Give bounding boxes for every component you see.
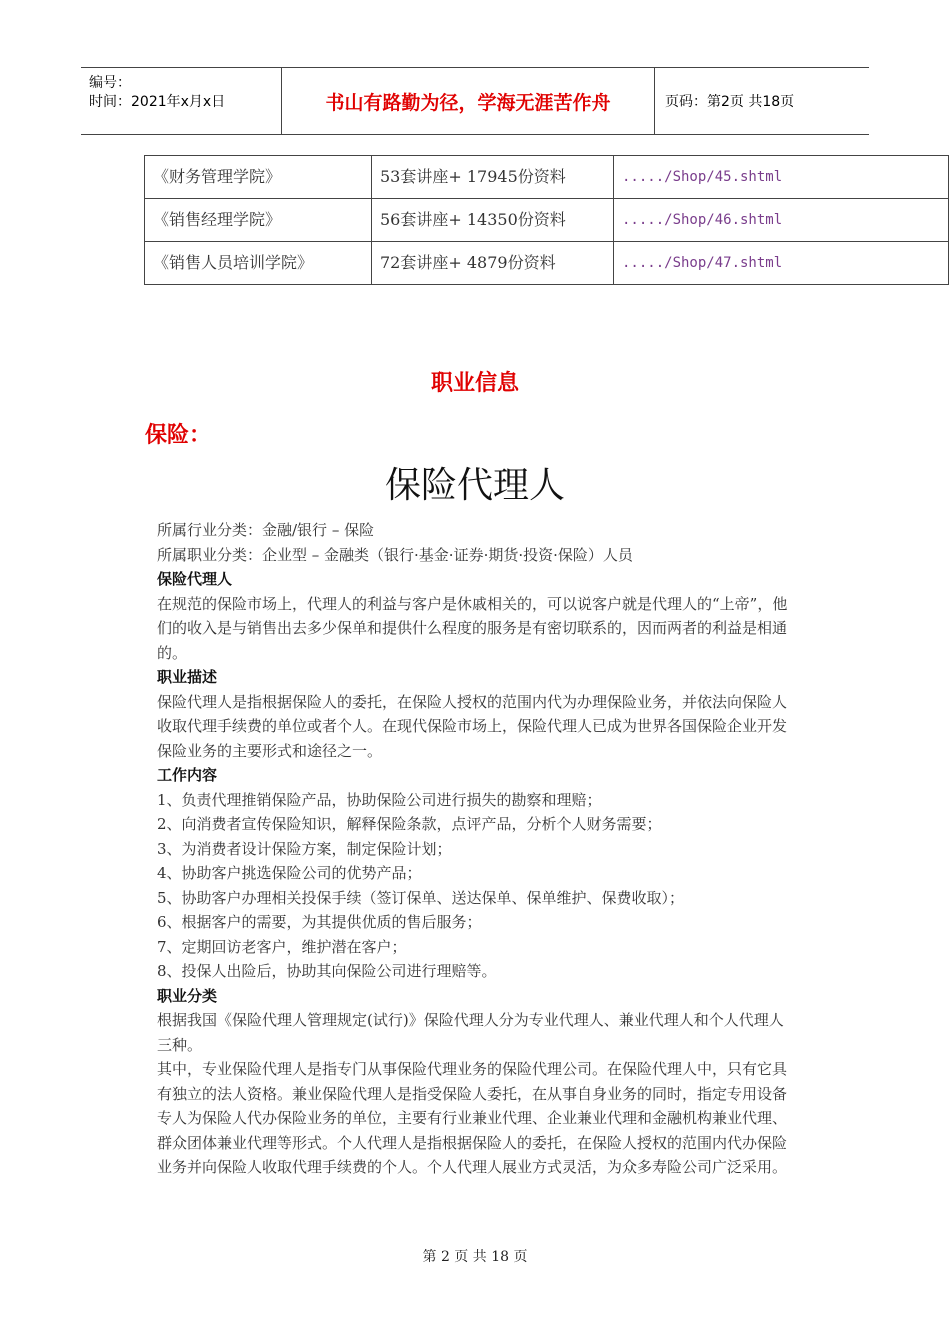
resource-link[interactable]: ...../Shop/47.shtml: [614, 242, 949, 285]
resources-table: [144, 155, 949, 285]
page-footer: 第 2 页 共 18 页: [422, 1249, 528, 1265]
page-header: [81, 67, 869, 135]
intro-text: 在规范的保险市场上，代理人的利益与客户是休戚相关的，可以说客户就是代理人的“上帝”，他们的收入是与销售出去多少保单和提供什么程度的服务是有密切联系的，因而两者的利益是相通的。: [157, 594, 788, 662]
header-meta: [81, 68, 282, 134]
table-row: [145, 242, 949, 285]
list-item: 3、为消费者设计保险方案，制定保险计划；: [157, 839, 452, 858]
header-page-code: 页码：第2页 共18页: [665, 94, 795, 110]
table-row: [145, 156, 949, 199]
resource-name: 《销售人员培训学院》: [145, 242, 372, 285]
work-heading: 工作内容: [157, 766, 218, 784]
resource-name: 《财务管理学院》: [145, 156, 372, 199]
list-item: 5、协助客户办理相关投保手续（签订保单、送达保单、保单维护、保费收取）；: [157, 888, 685, 907]
description-heading: 职业描述: [157, 668, 218, 686]
header-motto: 书山有路勤为径，学海无涯苦作舟: [282, 68, 655, 134]
list-item: 6、根据客户的需要，为其提供优质的售后服务；: [157, 913, 482, 931]
industry-meta: 所属行业分类：金融/银行 – 保险: [157, 521, 375, 539]
classification-heading: 职业分类: [157, 986, 218, 1005]
list-item: 4、协助客户挑选保险公司的优势产品；: [157, 864, 422, 882]
time-label: 时间：2021年x月x日: [89, 94, 226, 110]
list-item: 8、投保人出险后，协助其向保险公司进行理赔等。: [157, 962, 497, 980]
description-text: 保险代理人是指根据保险人的委托，在保险人授权的范围内代为办理保险业务，并依法向保险人收取代理手续费的单位或者个人。在现代保险市场上，保险代理人已成为世界各国保险企业开发保险业务的主要形式和途径之一。: [157, 692, 788, 760]
resource-name: 《销售经理学院》: [145, 199, 372, 242]
classification-text-2: 其中，专业保险代理人是指专门从事保险代理业务的保险代理公司。在保险代理人中，只有它具有独立的法人资格。兼业保险代理人是指受保险人委托，在从事自身业务的同时，指定专用设备专人为保险人代办保险业务的单位，主要有行业兼业代理、企业兼业代理和金融机构兼业代理、群众团体兼业代理等形式。个人代理人是指根据保险人的委托，在保险人授权的范围内代办保险业务并向保险人收取代理手续费的个人。个人代理人展业方式灵活，为众多寿险公司广泛采用。: [157, 1060, 788, 1176]
intro-heading: 保险代理人: [157, 570, 233, 588]
resource-count: 56套讲座+ 14350份资料: [372, 199, 614, 242]
resource-link[interactable]: ...../Shop/46.shtml: [614, 199, 949, 242]
classification-text-1: 根据我国《保险代理人管理规定(试行)》保险代理人分为专业代理人、兼业代理人和个人代理人三种。: [157, 1011, 784, 1054]
section-title: 职业信息: [430, 371, 519, 396]
article-body: [157, 518, 797, 1180]
page-title: 保险代理人: [384, 465, 565, 506]
table-row: [145, 199, 949, 242]
list-item: 1、负责代理推销保险产品，协助保险公司进行损失的勘察和理赔；: [157, 790, 602, 809]
resource-link[interactable]: ...../Shop/45.shtml: [614, 156, 949, 199]
list-item: 2、向消费者宣传保险知识，解释保险条款，点评产品，分析个人财务需要；: [157, 815, 662, 833]
number-label: 编号：: [89, 75, 131, 91]
resource-count: 72套讲座+ 4879份资料: [372, 242, 614, 285]
sub-title: 保险：: [145, 423, 212, 448]
occupation-meta: 所属职业分类：企业型 – 金融类（银行·基金·证券·期货·投资·保险）人员: [157, 545, 633, 564]
list-item: 7、定期回访老客户，维护潜在客户；: [157, 937, 407, 956]
resource-count: 53套讲座+ 17945份资料: [372, 156, 614, 199]
